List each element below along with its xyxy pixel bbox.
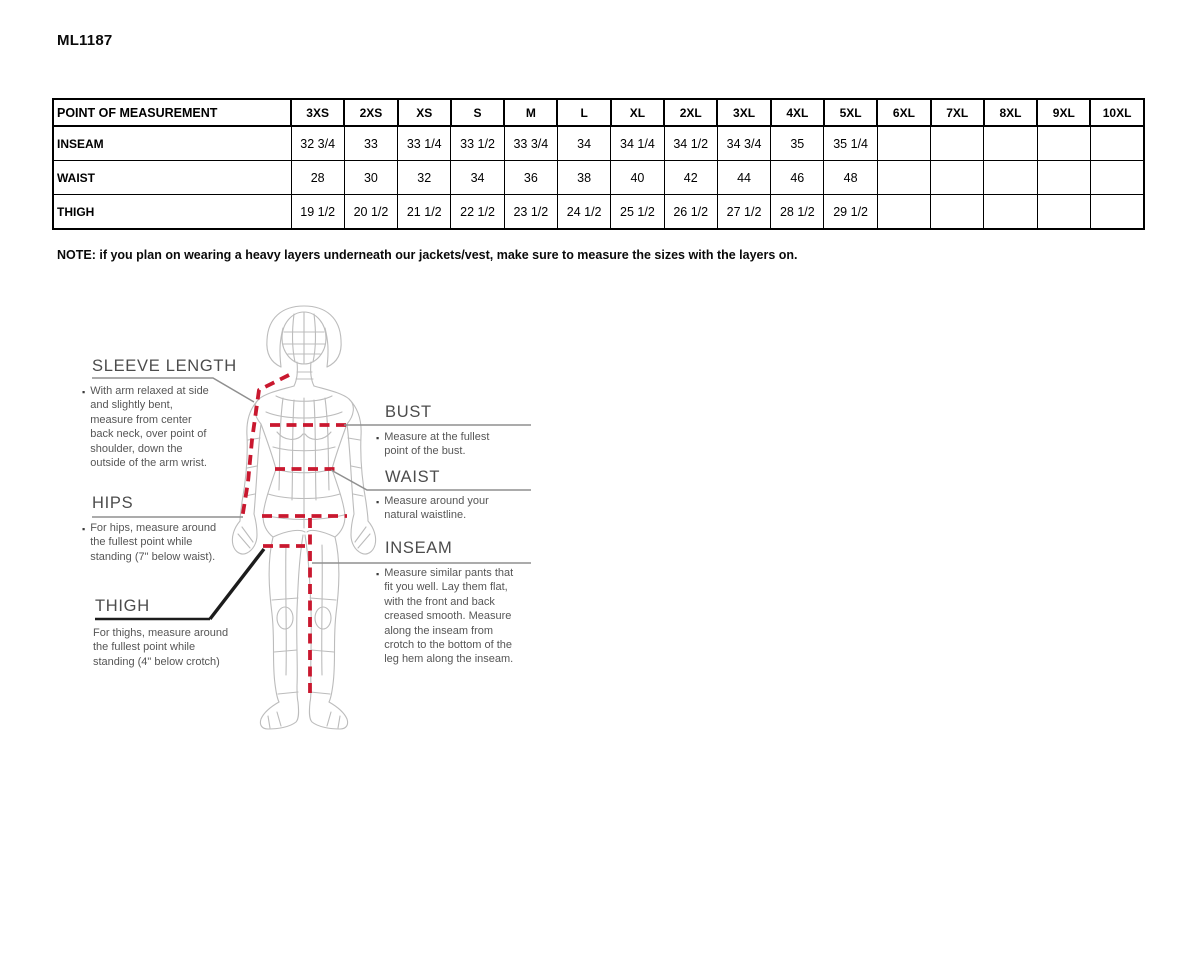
bust-heading: BUST bbox=[385, 403, 432, 421]
waist-heading: WAIST bbox=[385, 468, 441, 486]
size-value-cell bbox=[1037, 195, 1090, 230]
size-column-header: 8XL bbox=[984, 99, 1037, 126]
size-column-header: 10XL bbox=[1090, 99, 1143, 126]
size-value-cell bbox=[1037, 161, 1090, 195]
size-column-header: 5XL bbox=[824, 99, 877, 126]
hips-instructions bbox=[82, 521, 222, 564]
size-value-cell: 28 1/2 bbox=[771, 195, 824, 230]
row-label: INSEAM bbox=[53, 126, 291, 161]
size-value-cell: 38 bbox=[557, 161, 610, 195]
row-label: WAIST bbox=[53, 161, 291, 195]
size-value-cell bbox=[984, 161, 1037, 195]
size-value-cell: 30 bbox=[344, 161, 397, 195]
bullet-icon: ▪ bbox=[376, 433, 380, 443]
sleeve-length-text: With arm relaxed at side and slightly bent, measure from center back neck, over point of shoulder, down the outside of the arm wrist. bbox=[90, 385, 209, 470]
size-value-cell bbox=[877, 161, 930, 195]
table-row bbox=[53, 195, 1144, 230]
size-value-cell: 33 1/4 bbox=[398, 126, 451, 161]
size-column-header: 2XS bbox=[344, 99, 397, 126]
size-column-header: 3XS bbox=[291, 99, 344, 126]
inseam-instructions bbox=[376, 566, 516, 667]
inseam-heading: INSEAM bbox=[385, 539, 453, 557]
size-value-cell: 22 1/2 bbox=[451, 195, 504, 230]
size-column-header: 9XL bbox=[1037, 99, 1090, 126]
sleeve-length-heading: SLEEVE LENGTH bbox=[92, 357, 237, 375]
hips-heading: HIPS bbox=[92, 494, 134, 512]
size-value-cell: 34 bbox=[451, 161, 504, 195]
row-label: THIGH bbox=[53, 195, 291, 230]
size-value-cell bbox=[984, 195, 1037, 230]
sleeve-measure-line bbox=[242, 375, 289, 519]
size-column-header: L bbox=[557, 99, 610, 126]
hips-text: For hips, measure around the fullest point while standing (7" below waist). bbox=[90, 522, 217, 563]
document-title: ML1187 bbox=[57, 32, 113, 49]
inseam-text: Measure similar pants that fit you well. Lay them flat, with the front and back creased smooth. Measure along the inseam from crotch to the bottom of the leg hem along the inseam. bbox=[384, 567, 514, 666]
size-value-cell: 48 bbox=[824, 161, 877, 195]
size-column-header: M bbox=[504, 99, 557, 126]
size-column-header: XS bbox=[398, 99, 451, 126]
size-column-header: XL bbox=[611, 99, 664, 126]
size-table-header-row bbox=[53, 99, 1144, 126]
bullet-icon: ▪ bbox=[376, 569, 380, 579]
bullet-icon: ▪ bbox=[82, 387, 86, 397]
bullet-icon: ▪ bbox=[376, 497, 380, 507]
size-value-cell: 34 3/4 bbox=[717, 126, 770, 161]
bust-text: Measure at the fullest point of the bust. bbox=[384, 431, 490, 458]
waist-instructions bbox=[376, 494, 498, 523]
size-value-cell: 42 bbox=[664, 161, 717, 195]
measurement-lines bbox=[242, 375, 347, 699]
mannequin-wireframe bbox=[232, 306, 375, 729]
size-value-cell: 19 1/2 bbox=[291, 195, 344, 230]
size-value-cell: 46 bbox=[771, 161, 824, 195]
size-column-header: 2XL bbox=[664, 99, 717, 126]
size-value-cell: 28 bbox=[291, 161, 344, 195]
size-value-cell bbox=[1090, 161, 1143, 195]
size-value-cell: 32 3/4 bbox=[291, 126, 344, 161]
size-column-header: 6XL bbox=[877, 99, 930, 126]
table-row bbox=[53, 161, 1144, 195]
size-value-cell bbox=[877, 195, 930, 230]
waist-text: Measure around your natural waistline. bbox=[384, 495, 489, 522]
size-value-cell: 35 bbox=[771, 126, 824, 161]
size-value-cell bbox=[984, 126, 1037, 161]
size-value-cell: 34 bbox=[557, 126, 610, 161]
size-value-cell: 35 1/4 bbox=[824, 126, 877, 161]
size-value-cell bbox=[877, 126, 930, 161]
size-value-cell: 33 bbox=[344, 126, 397, 161]
size-value-cell bbox=[1090, 195, 1143, 230]
size-value-cell: 34 1/2 bbox=[664, 126, 717, 161]
size-column-header: 7XL bbox=[931, 99, 984, 126]
size-value-cell bbox=[931, 195, 984, 230]
size-value-cell: 25 1/2 bbox=[611, 195, 664, 230]
size-value-cell bbox=[931, 126, 984, 161]
size-value-cell bbox=[931, 161, 984, 195]
size-value-cell: 44 bbox=[717, 161, 770, 195]
sleeve-length-instructions bbox=[82, 384, 216, 470]
size-value-cell: 32 bbox=[398, 161, 451, 195]
size-column-header: S bbox=[451, 99, 504, 126]
size-value-cell: 24 1/2 bbox=[557, 195, 610, 230]
size-value-cell: 27 1/2 bbox=[717, 195, 770, 230]
size-value-cell: 23 1/2 bbox=[504, 195, 557, 230]
size-value-cell: 29 1/2 bbox=[824, 195, 877, 230]
note-text: NOTE: if you plan on wearing a heavy layers underneath our jackets/vest, make sure to measure the sizes with the layers on. bbox=[57, 248, 798, 262]
size-value-cell: 36 bbox=[504, 161, 557, 195]
size-value-cell: 20 1/2 bbox=[344, 195, 397, 230]
size-value-cell bbox=[1090, 126, 1143, 161]
thigh-instructions bbox=[93, 626, 238, 669]
bullet-icon: ▪ bbox=[82, 524, 86, 534]
size-column-header: 3XL bbox=[717, 99, 770, 126]
size-value-cell: 21 1/2 bbox=[398, 195, 451, 230]
bust-instructions bbox=[376, 430, 502, 459]
thigh-text: For thighs, measure around the fullest point while standing (4" below crotch) bbox=[93, 627, 229, 668]
size-value-cell: 26 1/2 bbox=[664, 195, 717, 230]
size-value-cell: 33 3/4 bbox=[504, 126, 557, 161]
size-value-cell: 40 bbox=[611, 161, 664, 195]
size-value-cell bbox=[1037, 126, 1090, 161]
size-value-cell: 34 1/4 bbox=[611, 126, 664, 161]
size-table bbox=[52, 98, 1145, 230]
size-column-header: 4XL bbox=[771, 99, 824, 126]
size-value-cell: 33 1/2 bbox=[451, 126, 504, 161]
thigh-heading: THIGH bbox=[95, 597, 150, 615]
point-of-measurement-header: POINT OF MEASUREMENT bbox=[53, 99, 291, 126]
table-row bbox=[53, 126, 1144, 161]
